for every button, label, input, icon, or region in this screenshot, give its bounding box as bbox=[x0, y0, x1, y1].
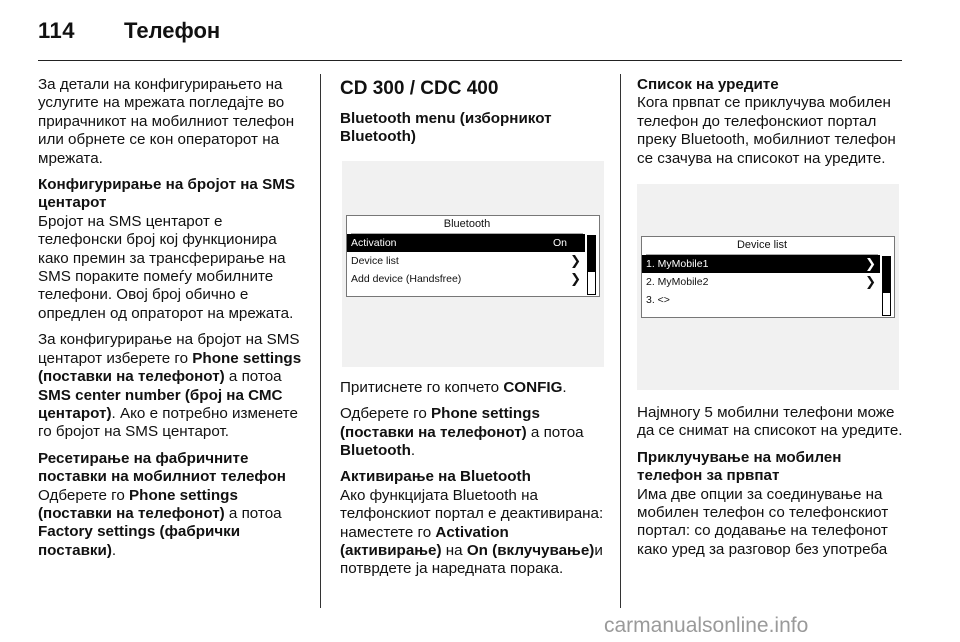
chevron-right-icon: ❯ bbox=[570, 252, 581, 268]
paragraph: За детали на конфигурирањето на услугите на мрежата погледајте во прирачникот на мобилниот телефон или обрнете се кон операторот на мрежата. bbox=[38, 76, 295, 167]
menu-item-activation[interactable]: Activation On bbox=[347, 234, 585, 252]
menu-item-add-device[interactable]: Add device (Handsfree) ❯ bbox=[351, 270, 581, 286]
device-list-screen bbox=[641, 236, 895, 318]
page-title: Телефон bbox=[124, 18, 221, 43]
heading-first-connection: Приклучување на мобилен телефон за првпат bbox=[637, 448, 842, 485]
sub-title: Bluetooth menu (изборникот Bluetooth) bbox=[340, 110, 552, 146]
column-divider bbox=[320, 74, 321, 608]
paragraph: Кога првпат се приклучува мобилен телефон до телефонскиот портал преку Bluetooth, мобилниот телефон се сзачува на списокот на уредите. bbox=[637, 94, 896, 167]
section-title: CD 300 / CDC 400 bbox=[340, 78, 499, 99]
paragraph: Ако функцијата Bluetooth на телфонскиот портал е деактивирана: наместете го Activation (активирање) на On (вклучување)и потврдете ја наредната порака. bbox=[340, 486, 604, 578]
activation-value: On bbox=[552, 236, 567, 249]
chevron-right-icon: ❯ bbox=[570, 270, 581, 286]
scrollbar-thumb[interactable] bbox=[588, 236, 595, 272]
watermark: carmanualsonline.info bbox=[604, 614, 809, 637]
device-item[interactable]: 2. MyMobile2 ❯ bbox=[646, 274, 876, 290]
header-divider bbox=[38, 60, 902, 61]
heading-sms-center: Конфигурирање на бројот на SMS центарот bbox=[38, 176, 295, 212]
device-item[interactable]: 1. MyMobile1 ❯ bbox=[642, 255, 880, 273]
scrollbar[interactable] bbox=[587, 235, 596, 295]
scrollbar-thumb[interactable] bbox=[883, 257, 890, 293]
column-1 bbox=[38, 76, 306, 568]
device-item[interactable]: 3. <> bbox=[646, 294, 670, 307]
column-2 bbox=[340, 76, 608, 587]
paragraph: Има две опции за соединување на мобилен телефон со телефонскиот портал: со додавање на телефонот како уред за разговор без употреба bbox=[637, 485, 889, 558]
paragraph: За конфигурирање на бројот на SMS центарот изберете го Phone settings (поставки на телефонот) а потоа SMS center number (број на СМС центарот). Ако е потребно изменете го бројот на SMS центарот. bbox=[38, 331, 302, 441]
paragraph: Одберете го Phone settings (поставки на телефонот) а потоа Factory settings (фабрички поставки). bbox=[38, 486, 282, 559]
column-divider bbox=[620, 74, 621, 608]
screen-title: Bluetooth bbox=[351, 216, 583, 234]
menu-item-device-list[interactable]: Device list ❯ bbox=[351, 252, 581, 268]
page-header bbox=[38, 16, 902, 62]
scrollbar[interactable] bbox=[882, 256, 891, 316]
heading-device-list: Список на уредите bbox=[637, 76, 779, 93]
page-number: 114 bbox=[38, 18, 75, 43]
chevron-right-icon: ❯ bbox=[865, 274, 876, 290]
screen-title: Device list bbox=[646, 237, 878, 255]
bluetooth-menu-figure bbox=[342, 161, 604, 367]
heading-factory-reset: Ресетирање на фабричните поставки на мобилниот телефон bbox=[38, 449, 286, 486]
paragraph: Одберете го Phone settings (поставки на телефонот) а потоа Bluetooth. bbox=[340, 405, 584, 460]
chevron-right-icon: ❯ bbox=[865, 256, 876, 272]
heading-bluetooth-activation: Активирање на Bluetooth bbox=[340, 468, 531, 486]
device-list-figure bbox=[637, 184, 899, 390]
paragraph: Најмногу 5 мобилни телефони може да се снимат на списокот на уредите. bbox=[637, 404, 903, 440]
paragraph: Притиснете го копчето CONFIG. bbox=[340, 378, 567, 396]
paragraph: Бројот на SMS центарот е телефонски број кој функционира како премин за трансферирање на SMS пораките помеѓу мобилните телефони. Овој број обично е опредлен од опраторот на мрежата. bbox=[38, 212, 294, 322]
bluetooth-menu-screen bbox=[346, 215, 600, 297]
column-3 bbox=[637, 76, 905, 567]
